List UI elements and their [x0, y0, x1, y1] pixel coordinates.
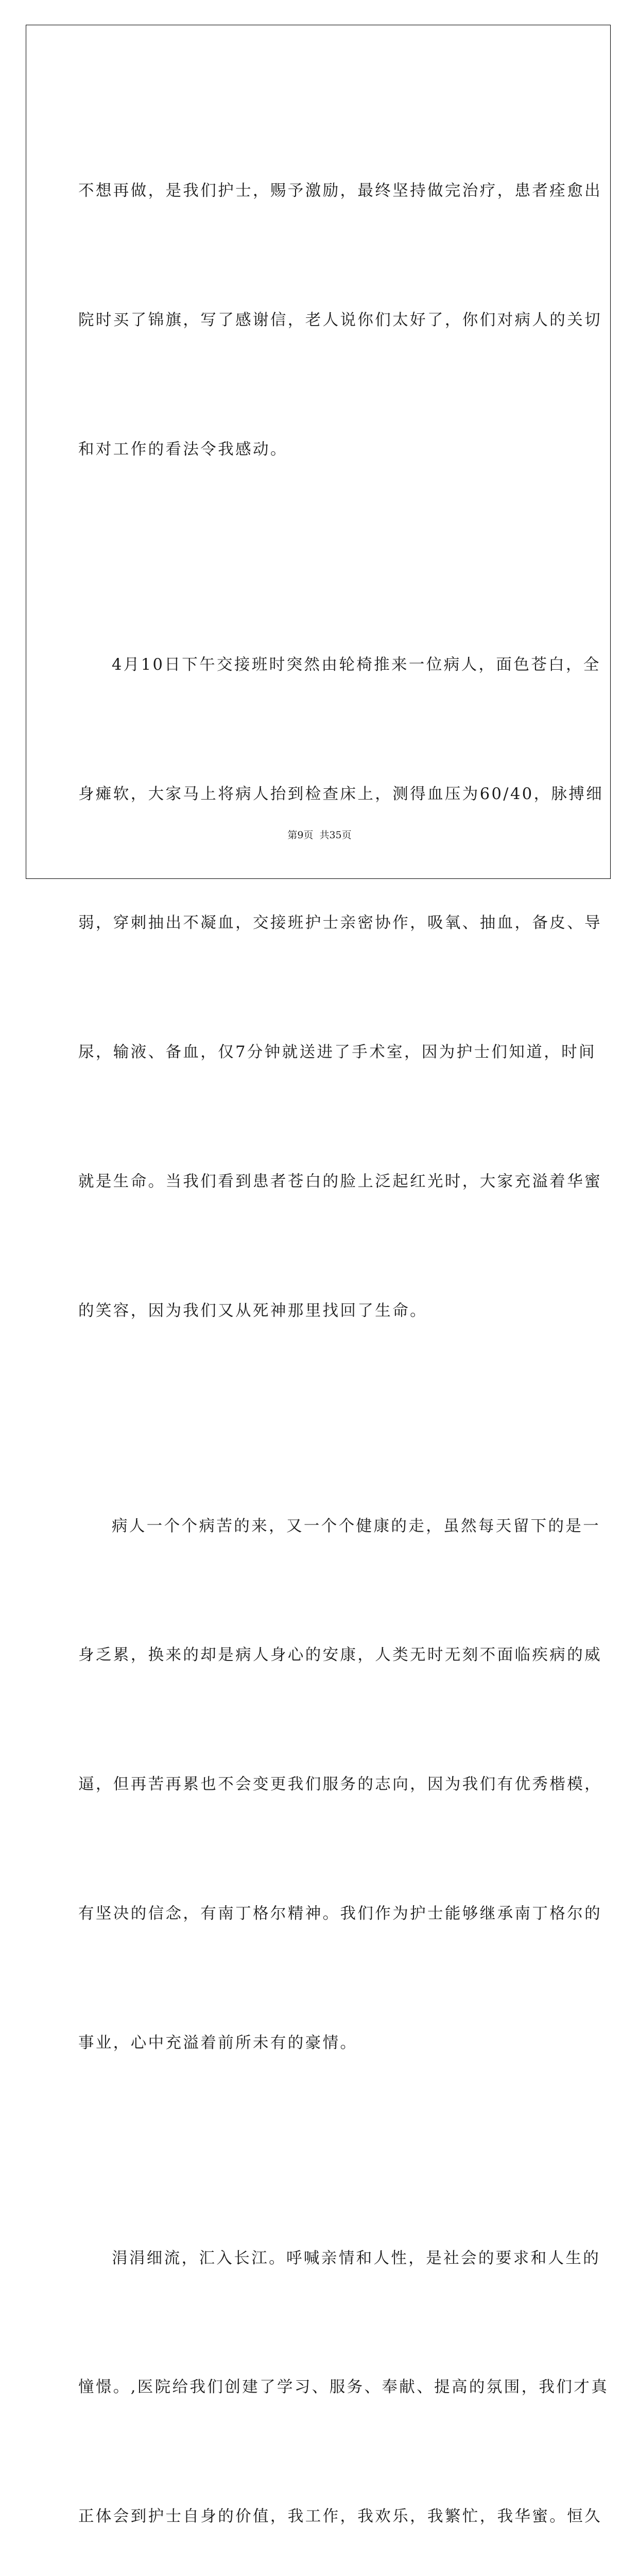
paragraph-1	[78, 83, 560, 557]
document-body	[78, 83, 560, 2576]
page-footer	[0, 827, 639, 841]
page-number: 第9页	[287, 829, 313, 841]
text-line: 涓涓细流，汇入长江。呼喊亲情和人性，是社会的要求和人生的	[78, 2237, 560, 2280]
text-line: 尿，输液、备血，仅7分钟就送进了手术室，因为护士们知道，时间	[78, 1031, 560, 1074]
text-line: 逼，但再苦再累也不会变更我们服务的志向，因为我们有优秀楷模，	[78, 1763, 560, 1806]
text-line: 和对工作的看法令我感动。	[78, 428, 560, 471]
paragraph-3	[78, 1418, 560, 2150]
text-line: 院时买了锦旗，写了感谢信，老人说你们太好了，你们对病人的关切	[78, 299, 560, 342]
text-line: 弱，穿刺抽出不凝血，交接班护士亲密协作，吸氧、抽血，备皮、导	[78, 902, 560, 945]
paragraph-2	[78, 557, 560, 1419]
text-line: 4月10日下午交接班时突然由轮椅推来一位病人，面色苍白，全	[78, 643, 560, 687]
page-total: 共35页	[319, 829, 351, 841]
text-line: 身瘫软，大家马上将病人抬到检查床上，测得血压为60/40，脉搏细	[78, 773, 560, 816]
text-line: 的笑容，因为我们又从死神那里找回了生命。	[78, 1290, 560, 1333]
text-line: 憧憬。,医院给我们创建了学习、服务、奉献、提高的氛围，我们才真	[78, 2366, 560, 2409]
text-line: 就是生命。当我们看到患者苍白的脸上泛起红光时，大家充溢着华蜜	[78, 1160, 560, 1204]
text-line: 正体会到护士自身的价值，我工作，我欢乐，我繁忙，我华蜜。恒久	[78, 2495, 560, 2538]
paragraph-4	[78, 2151, 560, 2576]
text-line: 不想再做，是我们护士，赐予激励，最终坚持做完治疗，患者痊愈出	[78, 170, 560, 213]
text-line: 病人一个个病苦的来，又一个个健康的走，虽然每天留下的是一	[78, 1505, 560, 1548]
text-line: 事业，心中充溢着前所未有的豪情。	[78, 2022, 560, 2065]
text-line: 有坚决的信念，有南丁格尔精神。我们作为护士能够继承南丁格尔的	[78, 1892, 560, 1936]
text-line: 身乏累，换来的却是病人身心的安康，人类无时无刻不面临疾病的威	[78, 1634, 560, 1677]
